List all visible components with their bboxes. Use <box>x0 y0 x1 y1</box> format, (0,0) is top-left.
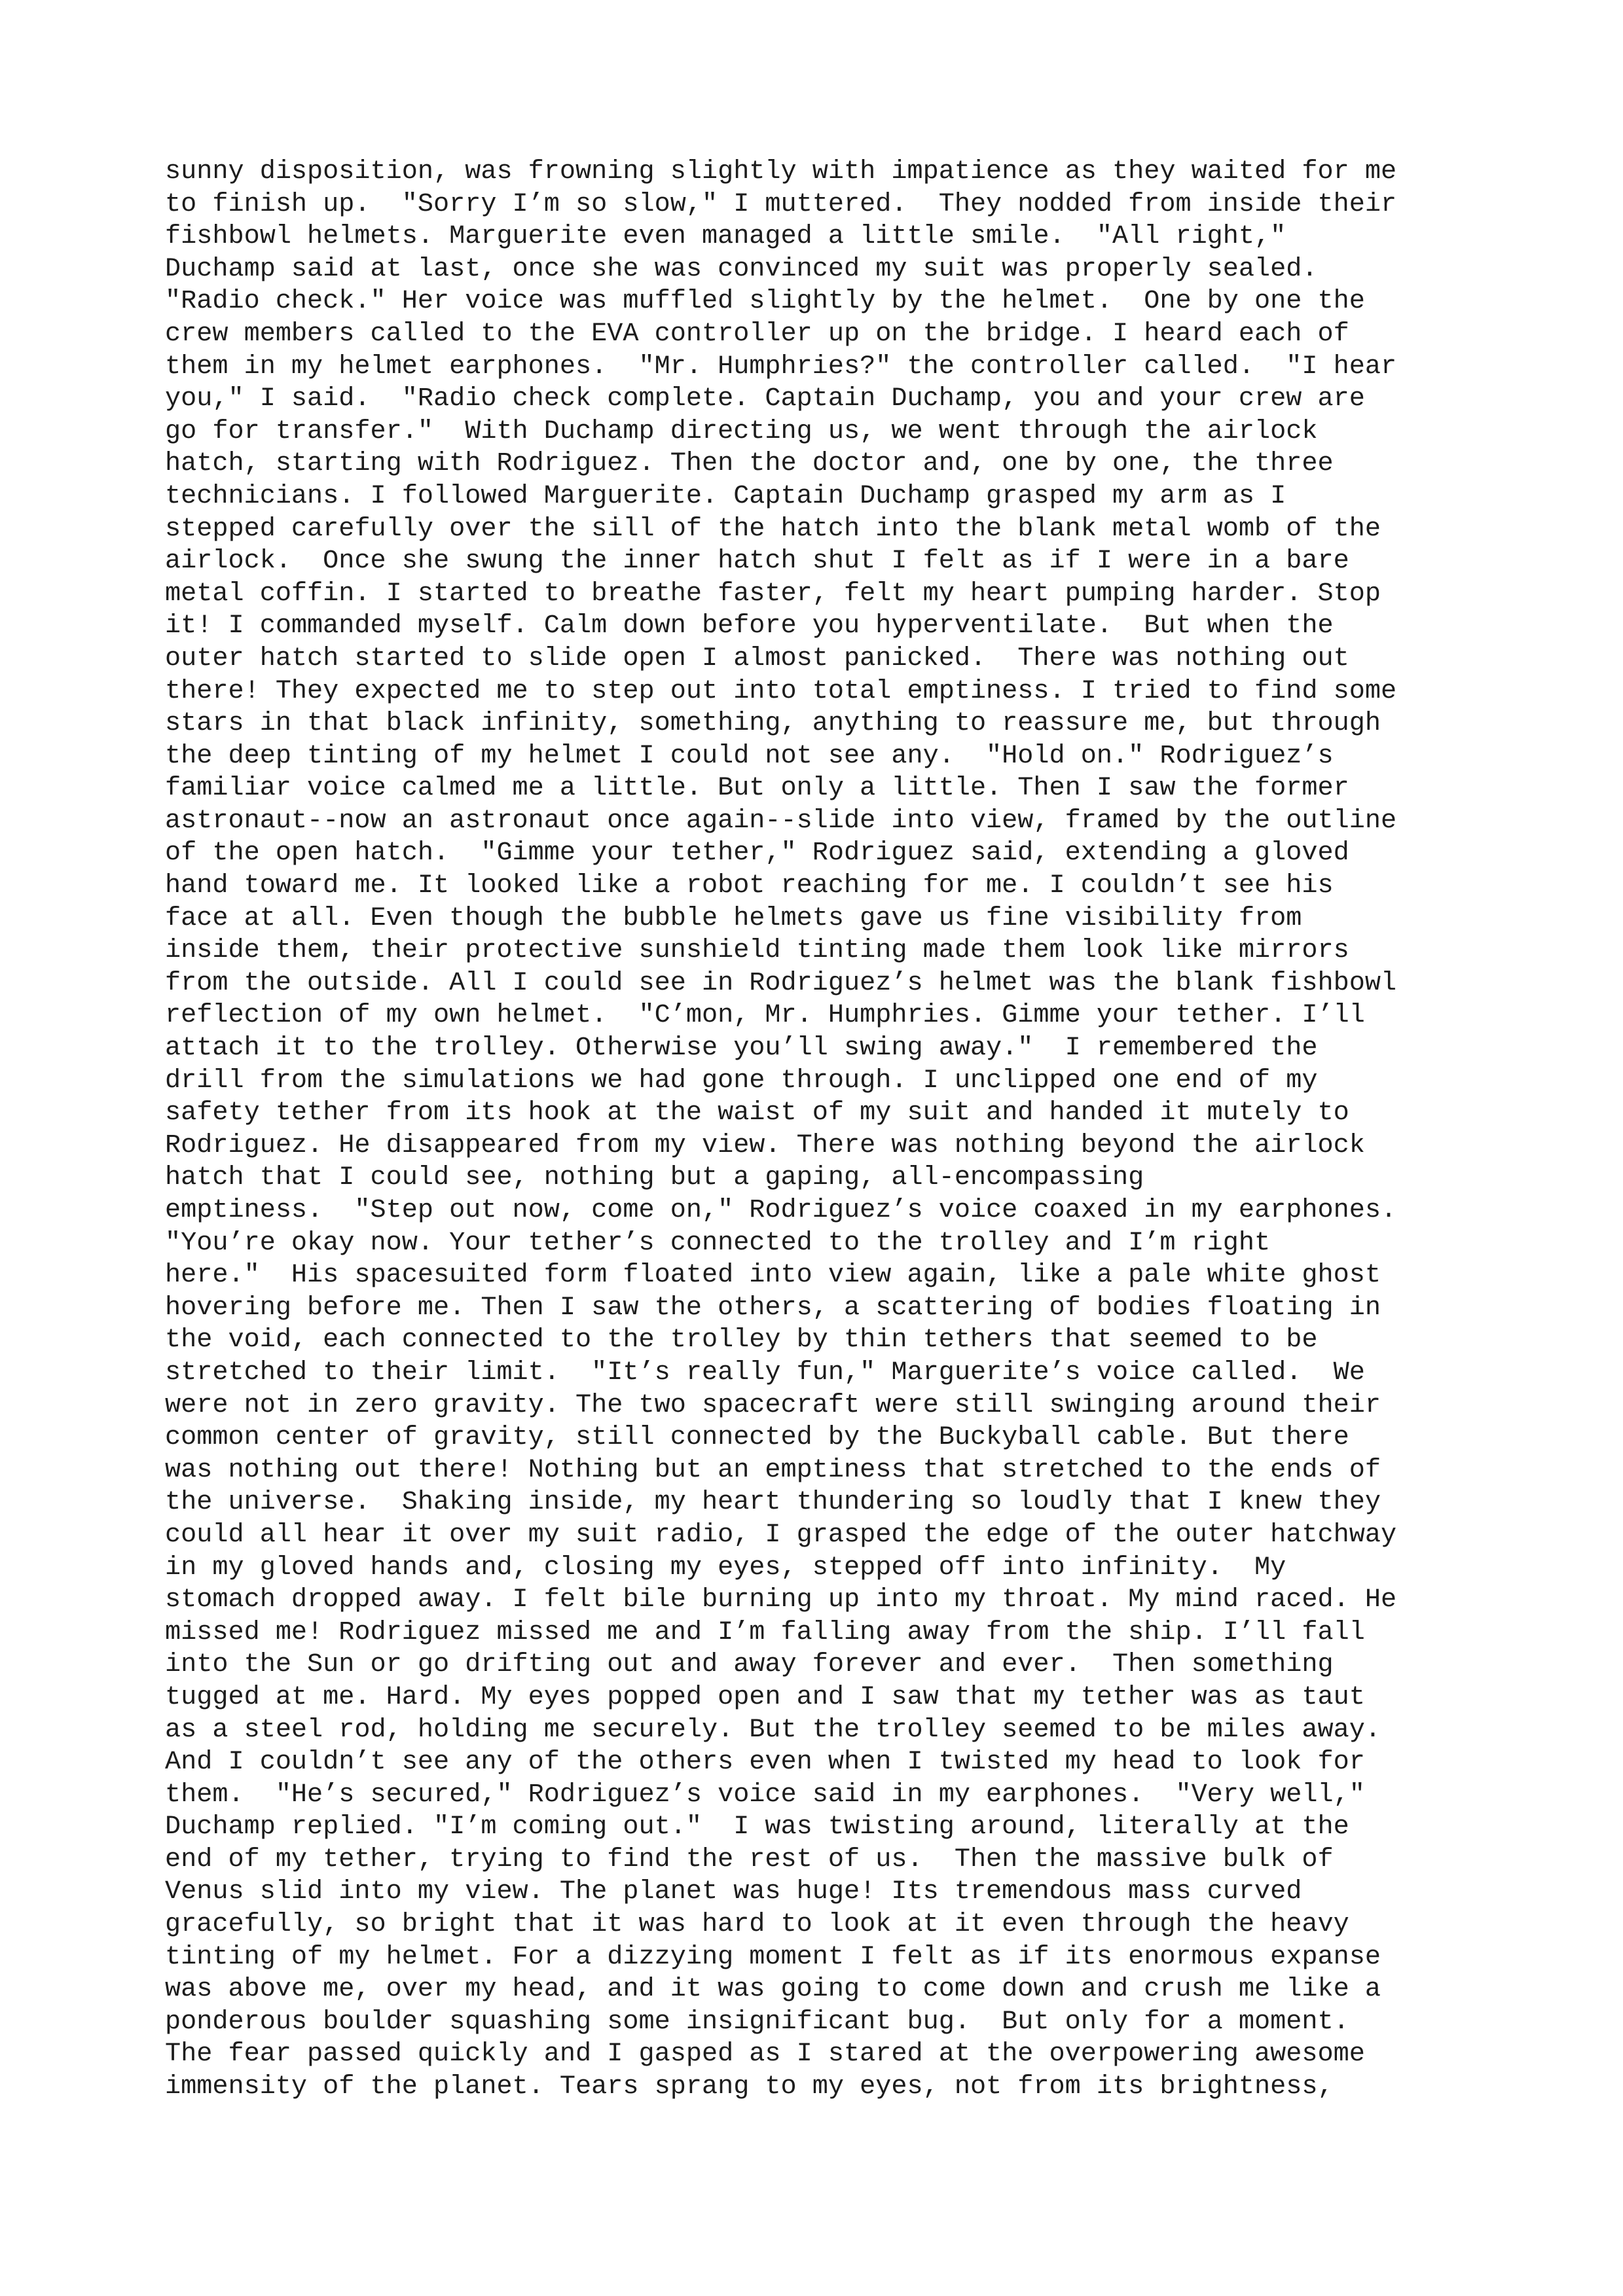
text-line: And I couldn’t see any of the others even when I twisted my head to look for <box>165 1748 1365 1778</box>
text-line: was nothing out there! Nothing but an emptiness that stretched to the ends of <box>165 1455 1381 1485</box>
text-line: familiar voice calmed me a little. But only a little. Then I saw the former <box>165 774 1349 804</box>
text-line: of the open hatch. "Gimme your tether," Rodriguez said, extending a gloved <box>165 838 1349 869</box>
text-line: hovering before me. Then I saw the others, a scattering of bodies floating in <box>165 1293 1381 1323</box>
text-line: stretched to their limit. "It’s really fun," Marguerite’s voice called. We <box>165 1357 1365 1388</box>
text-line: you," I said. "Radio check complete. Captain Duchamp, you and your crew are <box>165 384 1365 414</box>
text-line: "You’re okay now. Your tether’s connected to the trolley and I’m right <box>165 1228 1271 1258</box>
text-line: tinting of my helmet. For a dizzying moment I felt as if its enormous expanse <box>165 1942 1381 1972</box>
text-line: could all hear it over my suit radio, I grasped the edge of the outer hatchway <box>165 1520 1397 1550</box>
text-line: stepped carefully over the sill of the hatch into the blank metal womb of the <box>165 514 1381 544</box>
text-line: drill from the simulations we had gone through. I unclipped one end of my <box>165 1066 1318 1096</box>
text-line: common center of gravity, still connected by the Buckyball cable. But there <box>165 1423 1349 1453</box>
text-line: go for transfer." With Duchamp directing us, we went through the airlock <box>165 416 1318 446</box>
text-line: attach it to the trolley. Otherwise you’ll swing away." I remembered the <box>165 1033 1318 1064</box>
text-line: them. "He’s secured," Rodriguez’s voice said in my earphones. "Very well," <box>165 1780 1365 1810</box>
text-line: Venus slid into my view. The planet was huge! Its tremendous mass curved <box>165 1877 1302 1907</box>
text-line: crew members called to the EVA controller up on the bridge. I heard each of <box>165 319 1349 349</box>
text-line: sunny disposition, was frowning slightly with impatience as they waited for me <box>165 157 1397 187</box>
text-line: missed me! Rodriguez missed me and I’m falling away from the ship. I’ll fall <box>165 1617 1365 1647</box>
text-line: the universe. Shaking inside, my heart thundering so loudly that I knew they <box>165 1488 1381 1518</box>
text-line: to finish up. "Sorry I’m so slow," I muttered. They nodded from inside their <box>165 189 1397 219</box>
text-line: were not in zero gravity. The two spacecraft were still swinging around their <box>165 1390 1381 1420</box>
text-line: Duchamp said at last, once she was convinced my suit was properly sealed. <box>165 254 1318 284</box>
text-line: the void, each connected to the trolley by thin tethers that seemed to be <box>165 1325 1318 1355</box>
text-line: fishbowl helmets. Marguerite even managed a little smile. "All right," <box>165 222 1286 252</box>
text-line: hand toward me. It looked like a robot reaching for me. I couldn’t see his <box>165 871 1334 901</box>
text-line: Rodriguez. He disappeared from my view. There was nothing beyond the airlock <box>165 1130 1365 1160</box>
text-line: The fear passed quickly and I gasped as I stared at the overpowering awesome <box>165 2039 1365 2070</box>
text-line: there! They expected me to step out into total emptiness. I tried to find some <box>165 676 1397 706</box>
text-line: emptiness. "Step out now, come on," Rodriguez’s voice coaxed in my earphones. <box>165 1196 1397 1225</box>
text-line: ponderous boulder squashing some insignificant bug. But only for a moment. <box>165 2007 1349 2037</box>
text-line: inside them, their protective sunshield tinting made them look like mirrors <box>165 936 1349 966</box>
text-line: Duchamp replied. "I’m coming out." I was twisting around, literally at the <box>165 1812 1349 1842</box>
text-line: was above me, over my head, and it was going to come down and crush me like a <box>165 1975 1381 2005</box>
text-line: "Radio check." Her voice was muffled slightly by the helmet. One by one the <box>165 287 1365 317</box>
text-line: technicians. I followed Marguerite. Captain Duchamp grasped my arm as I <box>165 481 1286 511</box>
text-line: immensity of the planet. Tears sprang to my eyes, not from its brightness, <box>165 2072 1334 2102</box>
text-line: stomach dropped away. I felt bile burning up into my throat. My mind raced. He <box>165 1585 1397 1615</box>
text-line: metal coffin. I started to breathe faster, felt my heart pumping harder. Stop <box>165 579 1381 609</box>
text-line: as a steel rod, holding me securely. But the trolley seemed to be miles away. <box>165 1715 1381 1745</box>
text-line: safety tether from its hook at the waist of my suit and handed it mutely to <box>165 1098 1349 1128</box>
text-line: it! I commanded myself. Calm down before you hyperventilate. But when the <box>165 611 1334 641</box>
text-line: end of my tether, trying to find the rest of us. Then the massive bulk of <box>165 1844 1334 1874</box>
text-line: the deep tinting of my helmet I could not see any. "Hold on." Rodriguez’s <box>165 741 1334 771</box>
body-text <box>165 156 1579 2104</box>
text-line: tugged at me. Hard. My eyes popped open and I saw that my tether was as taut <box>165 1682 1365 1712</box>
text-line: gracefully, so bright that it was hard to look at it even through the heavy <box>165 1910 1349 1940</box>
text-line: hatch, starting with Rodriguez. Then the doctor and, one by one, the three <box>165 449 1334 479</box>
text-line: hatch that I could see, nothing but a gaping, all-encompassing <box>165 1163 1144 1193</box>
text-line: here." His spacesuited form floated into view again, like a pale white ghost <box>165 1261 1381 1291</box>
text-line: outer hatch started to slide open I almost panicked. There was nothing out <box>165 643 1349 673</box>
text-line: stars in that black infinity, something, anything to reassure me, but through <box>165 709 1381 739</box>
text-line: face at all. Even though the bubble helmets gave us fine visibility from <box>165 903 1302 933</box>
text-line: airlock. Once she swung the inner hatch shut I felt as if I were in a bare <box>165 547 1349 577</box>
text-line: reflection of my own helmet. "C’mon, Mr. Humphries. Gimme your tether. I’ll <box>165 1001 1365 1031</box>
text-line: astronaut--now an astronaut once again--slide into view, framed by the outline <box>165 806 1397 836</box>
text-line: them in my helmet earphones. "Mr. Humphries?" the controller called. "I hear <box>165 351 1397 382</box>
text-line: in my gloved hands and, closing my eyes, stepped off into infinity. My <box>165 1552 1286 1583</box>
text-line: from the outside. All I could see in Rodriguez’s helmet was the blank fishbowl <box>165 968 1397 998</box>
text-line: into the Sun or go drifting out and away forever and ever. Then something <box>165 1650 1334 1680</box>
